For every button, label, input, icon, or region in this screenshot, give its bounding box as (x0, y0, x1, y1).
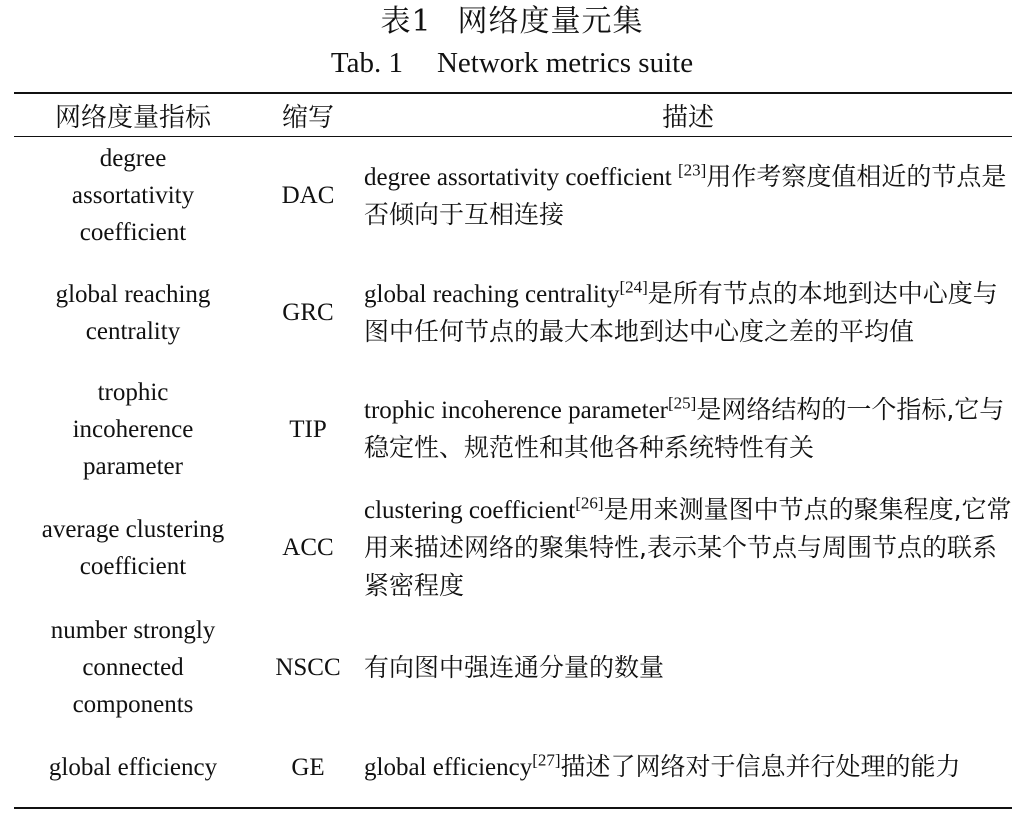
table-row (14, 371, 1012, 488)
metric-abbr: NSCC (275, 654, 341, 681)
metric-name: trophic incoherence parameter (72, 378, 194, 480)
table-row (14, 255, 1012, 371)
description-cn: 描述了网络对于信息并行处理的能力 (560, 752, 961, 781)
header-description: 描述 (364, 93, 1012, 137)
description-cn: 是用来测量图中节点的聚集程度,它常用来描述网络的聚集特性,表示某个节点与周围节点的联系紧密程度 (364, 494, 1012, 600)
table-row (14, 728, 1012, 808)
description-cn: 有向图中强连通分量的数量 (364, 652, 665, 682)
table-header-row (14, 93, 1012, 137)
description-en: degree assortativity coefficient (364, 163, 672, 191)
header-metric-name: 网络度量指标 (14, 93, 252, 137)
description-cn: 是网络结构的一个指标,它与稳定性、规范性和其他各种系统特性有关 (364, 395, 1005, 462)
metric-name: degree assortativity coefficient (71, 145, 195, 247)
metric-abbr: ACC (282, 534, 334, 561)
metric-abbr: GRC (282, 299, 334, 326)
table-title-cn: 网络度量元集 (457, 4, 644, 39)
metric-name: number strongly connected components (50, 617, 216, 718)
metric-name: global efficiency (48, 753, 218, 781)
description-en: clustering coefficient (364, 496, 576, 524)
metric-description (364, 728, 1012, 808)
table-row (14, 608, 1012, 728)
metric-abbr: GE (291, 753, 325, 781)
description-en: global reaching centrality (364, 280, 620, 308)
citation-ref: [27] (532, 750, 561, 770)
table-title-en: Network metrics suite (436, 47, 694, 79)
metric-description (364, 608, 1012, 728)
citation-ref: [26] (575, 493, 604, 513)
table-row (14, 137, 1012, 255)
citation-ref: [23] (678, 160, 707, 180)
metric-name: average clustering coefficient (41, 515, 225, 580)
metric-description (364, 137, 1012, 255)
metric-description (364, 371, 1012, 488)
description-en: trophic incoherence parameter (364, 397, 668, 424)
metric-description (364, 488, 1012, 608)
metric-abbr: TIP (289, 415, 327, 443)
metric-description (364, 255, 1012, 371)
header-abbreviation: 缩写 (252, 93, 364, 137)
table-caption-en (0, 44, 1024, 82)
citation-ref: [24] (619, 277, 648, 297)
metrics-table (14, 92, 1012, 809)
description-cn: 是所有节点的本地到达中心度与图中任何节点的最大本地到达中心度之差的平均值 (364, 278, 998, 346)
table-label-en: Tab. 1 (330, 47, 403, 79)
table-row (14, 488, 1012, 608)
description-en: global efficiency (364, 754, 533, 781)
table-label-cn: 表1 (380, 4, 432, 39)
table-caption-cn (0, 2, 1024, 42)
description-cn: 用作考察度值相近的节点是否倾向于互相连接 (364, 161, 1007, 229)
citation-ref: [25] (668, 393, 697, 413)
metric-name: global reaching centrality (55, 280, 211, 345)
metric-abbr: DAC (281, 182, 335, 210)
